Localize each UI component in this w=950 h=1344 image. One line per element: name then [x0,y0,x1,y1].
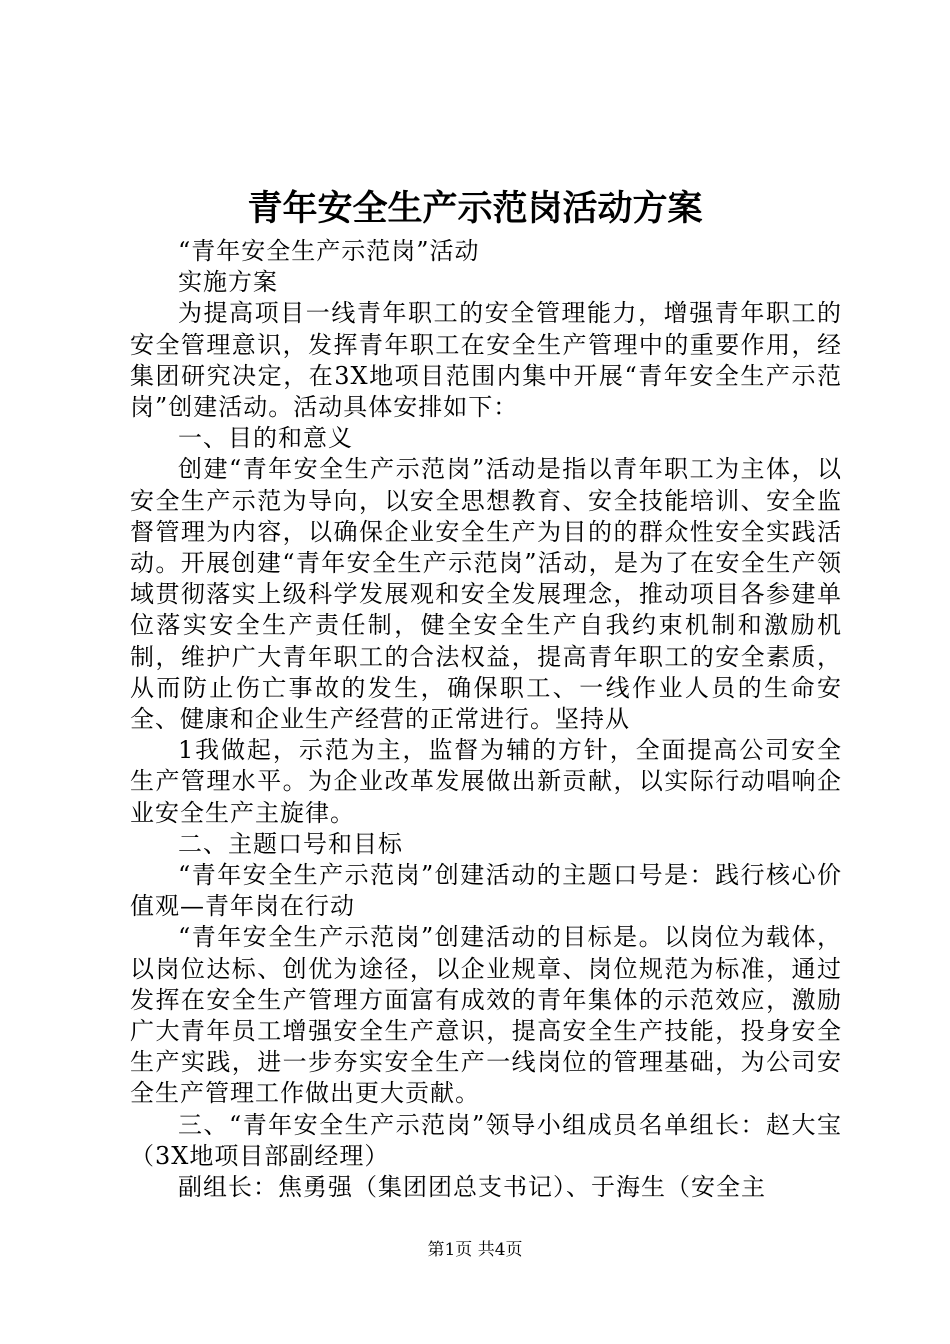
paragraph-goal: “青年安全生产示范岗”创建活动的目标是。以岗位为载体，以岗位达标、创优为途径，以企业规章、岗位规范为标准，通过发挥在安全生产管理方面富有成效的青年集体的示范效应，激励广大青年员工增强安全生产意识，提高安全生产技能，投身安全生产实践，进一步夯实安全生产一线岗位的管理基础，为公司安全生产管理工作做出更大贡献。 [130,923,842,1108]
section-heading-purpose: 一、目的和意义 [178,424,353,453]
paragraph-slogan: “青年安全生产示范岗”创建活动的主题口号是：践行核心价值观—青年岗在行动 [130,861,842,921]
paragraph-activity-name: “青年安全生产示范岗”活动 [178,237,480,265]
paragraph-purpose: 创建“青年安全生产示范岗”活动是指以青年职工为主体，以安全生产示范为导向，以安全思想教育、安全技能培训、安全监督管理为内容，以确保企业安全生产为目的的群众性安全实践活动。开展创建“青年安全生产示范岗”活动，是为了在安全生产领域贯彻落实上级科学发展观和安全发展理念，推动项目各参建单位落实安全生产责任制，健全安全生产自我约束机制和激励机制，维护广大青年职工的合法权益，提高青年职工的安全素质，从而防止伤亡事故的发生，确保职工、一线作业人员的生命安全、健康和企业生产经营的正常进行。坚持从 [130,455,842,734]
document-body [130,236,842,1203]
paragraph-purpose-continued: 1我做起，示范为主，监督为辅的方针，全面提高公司安全生产管理水平。为企业改革发展做出新贡献，以实际行动唱响企业安全生产主旋律。 [130,736,842,827]
page-title: 青年安全生产示范岗活动方案 [247,188,703,229]
paragraph-deputy-leaders: 副组长：焦勇强（集团团总支书记）、于海生（安全主 [178,1173,766,1202]
page-indicator: 第1页 共4页 [427,1240,523,1260]
section-heading-slogan: 二、主题口号和目标 [178,829,403,858]
section-heading-leadership: 三、“青年安全生产示范岗”领导小组成员名单组长：赵大宝（3X地项目部副经理） [130,1110,842,1170]
paragraph-plan-label: 实施方案 [178,268,278,297]
paragraph-intro: 为提高项目一线青年职工的安全管理能力，增强青年职工的安全管理意识，发挥青年职工在安全生产管理中的重要作用，经集团研究决定，在3X地项目范围内集中开展“青年安全生产示范岗”创建活动。活动具体安排如下： [130,299,842,422]
